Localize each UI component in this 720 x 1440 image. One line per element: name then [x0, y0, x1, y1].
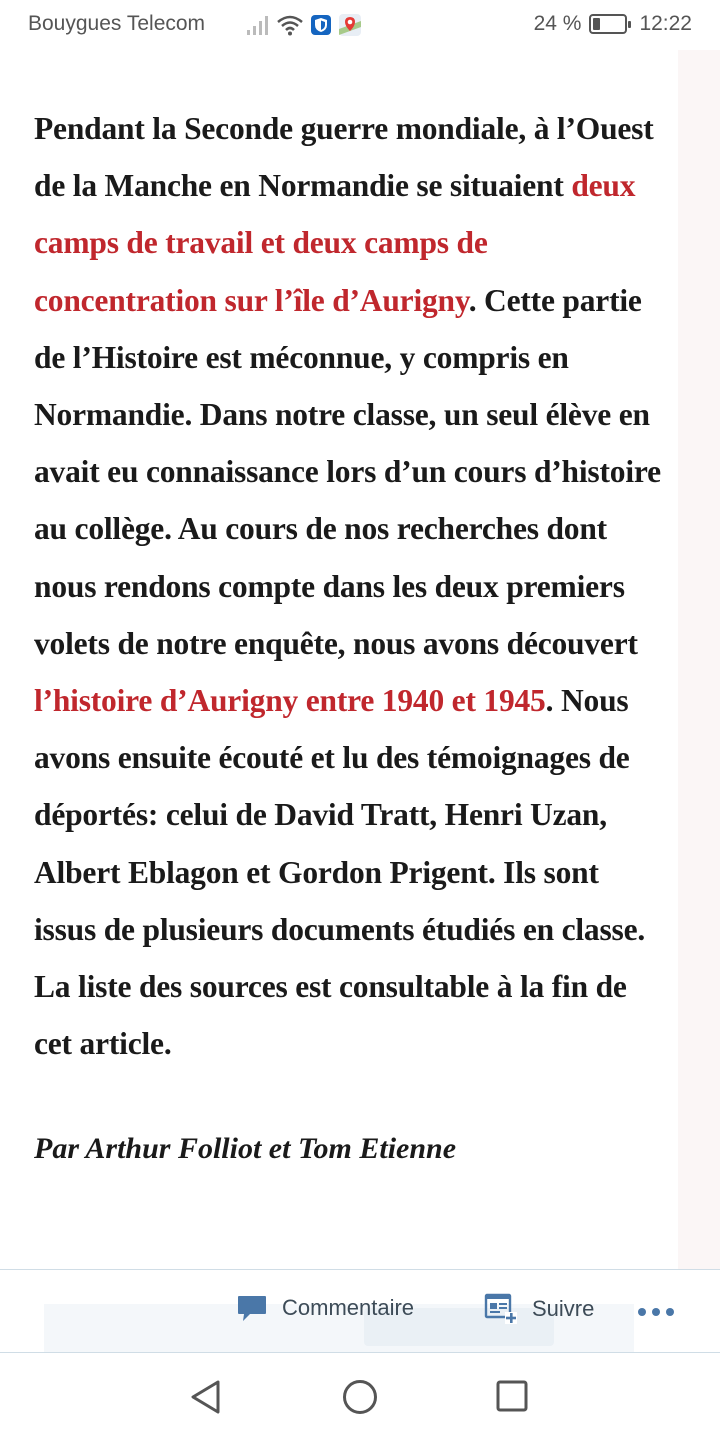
- follow-icon: [484, 1292, 518, 1326]
- status-right: [534, 12, 692, 36]
- article-author: Par Arthur Folliot et Tom Etienne: [34, 1132, 457, 1166]
- maps-icon: [338, 13, 362, 37]
- wifi-icon: [276, 14, 304, 36]
- nav-bar: [0, 1353, 720, 1440]
- shield-icon: [310, 14, 332, 36]
- link-camps-aurigny[interactable]: deux camps de travail et deux camps de concentration sur l’île d’Aurigny: [34, 168, 636, 318]
- paragraph-text-2: . Cette partie de l’Histoire est méconnue, y compris en Normandie. Dans notre classe, un seul élève en avait eu connaissance lors d’un cours d’histoire au collège. Au cours de nos recherches dont nous rendons compte dans les deux premiers volets de notre enquête, nous avons découvert: [34, 282, 661, 661]
- clock: 12:22: [639, 12, 692, 35]
- paragraph-text-1: Pendant la Seconde guerre mondiale, à l’Ouest de la Manche en Normandie se situaient: [34, 111, 654, 204]
- comment-button[interactable]: [236, 1292, 414, 1324]
- side-strip: [678, 50, 720, 1270]
- back-triangle-icon[interactable]: [188, 1379, 224, 1415]
- more-dots-icon[interactable]: [638, 1308, 674, 1316]
- follow-button[interactable]: [484, 1292, 594, 1326]
- home-circle-icon[interactable]: [342, 1379, 378, 1415]
- link-histoire-aurigny[interactable]: l’histoire d’Aurigny entre 1940 et 1945: [34, 683, 546, 719]
- article-paragraph: [34, 100, 664, 1072]
- article: [34, 100, 664, 1166]
- status-icons: [246, 12, 362, 38]
- battery-percent: 24 %: [533, 12, 582, 35]
- follow-label: Suivre: [532, 1296, 595, 1321]
- battery-icon: [589, 14, 627, 34]
- comment-icon: [236, 1292, 268, 1324]
- status-bar: [0, 0, 720, 50]
- action-bar: [0, 1269, 720, 1353]
- recents-square-icon[interactable]: [495, 1379, 529, 1413]
- carrier-name: Bouygues Telecom: [28, 12, 206, 35]
- comment-label: Commentaire: [282, 1295, 415, 1320]
- paragraph-text-3: . Nous avons ensuite écouté et lu des témoignages de déportés: celui de David Tratt, Henri Uzan, Albert Eblagon et Gordon Prigent. Ils sont issus de plusieurs documents étudiés en classe. La liste des sources est consultable à la fin de cet article.: [34, 683, 646, 1062]
- signal-icon: [246, 14, 270, 36]
